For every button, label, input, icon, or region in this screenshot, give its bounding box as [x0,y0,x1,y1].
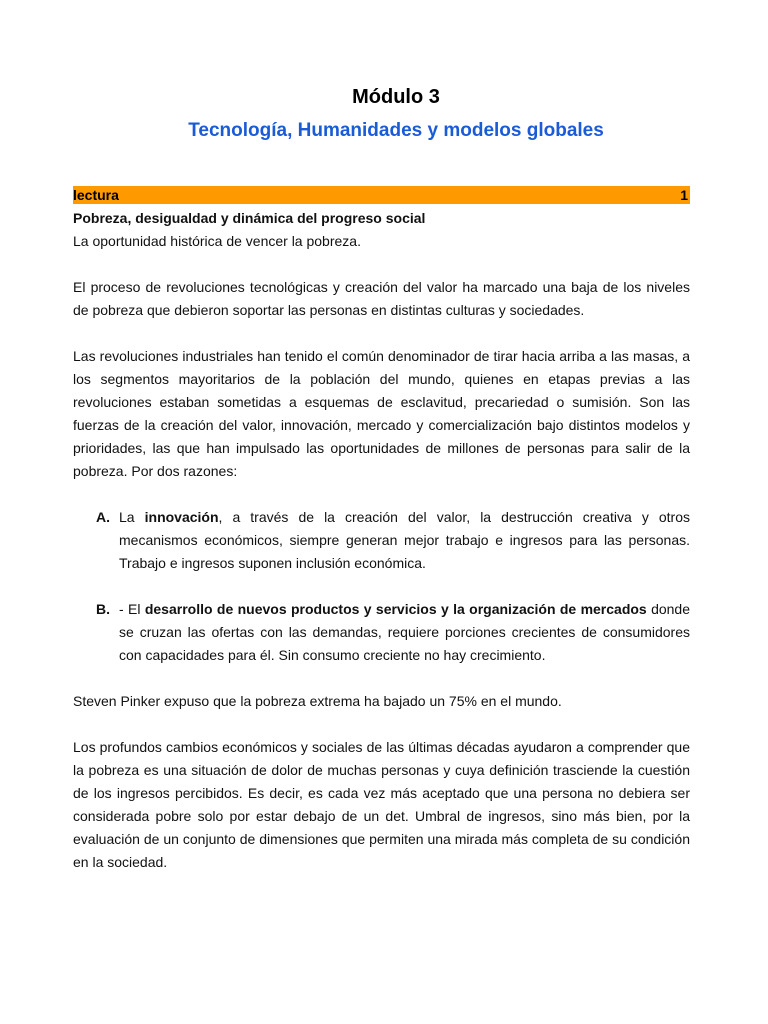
list-text-post: donde se cruzan las ofertas con las demandas, requiere porciones crecientes de consumidores con capacidades para él. Sin consumo creciente no hay crecimiento. [119,601,691,663]
module-title: Módulo 3 [352,86,440,108]
paragraph-gap [73,322,690,345]
paragraph-3: Steven Pinker expuso que la pobreza extrema ha bajado un 75% en el mundo. [73,693,562,709]
article-heading: Pobreza, desigualdad y dinámica del progreso social [73,210,426,226]
module-subtitle: Tecnología, Humanidades y modelos globales [188,120,604,141]
list-text-post: , a través de la creación del valor, la destrucción creativa y otros mecanismos económicos, siempre generan mejor trabajo e ingresos para las personas. Trabajo e ingresos suponen inclusión económica. [119,509,691,571]
paragraph-gap [73,713,690,736]
lectura-label: lectura [73,187,119,203]
lectura-bar [73,186,690,204]
paragraph-gap [73,483,690,506]
article-body [73,207,690,874]
paragraph-1: El proceso de revoluciones tecnológicas y creación del valor ha marcado una baja de los niveles de pobreza que debieron soportar las personas en distintas culturas y sociedades. [73,279,690,318]
paragraph-4: Los profundos cambios económicos y sociales de las últimas décadas ayudaron a comprender que la pobreza es una situación de dolor de muchas personas y cuya definición trasciende la cuestión de los ingresos percibidos. Es decir, es cada vez más aceptado que una persona no debiera ser considerada pobre solo por estar debajo de un det. Umbral de ingresos, sino más bien, por la evaluación de un conjunto de dimensiones que permiten una mirada más completa de su condición en la sociedad. [73,739,690,870]
lectura-number: 1 [680,187,688,203]
article-intro: La oportunidad histórica de vencer la pobreza. [73,233,361,249]
paragraph-gap [73,253,690,276]
paragraph-2: Las revoluciones industriales han tenido el común denominador de tirar hacia arriba a las masas, a los segmentos mayoritarios de la población del mundo, quienes en etapas previas a las revoluciones estaban sometidas a esquemas de esclavitud, precariedad o sumisión. Son las fuerzas de la creación del valor, innovación, mercado y comercialización bajo distintos modelos y prioridades, las que han impulsado las oportunidades de millones de personas para salir de la pobreza. Por dos razones: [73,348,690,479]
list-item-b [73,598,690,667]
list-item-a [73,506,690,575]
list-text-pre: - El [119,601,145,617]
list-text-pre: La [119,509,145,525]
list-text-bold: desarrollo de nuevos productos y servicios y la organización de mercados [144,601,647,617]
paragraph-gap [73,575,690,598]
paragraph-gap [73,667,690,690]
list-text-bold: innovación [144,509,219,525]
list-marker-b: B. [96,601,110,617]
list-marker-a: A. [96,509,110,525]
